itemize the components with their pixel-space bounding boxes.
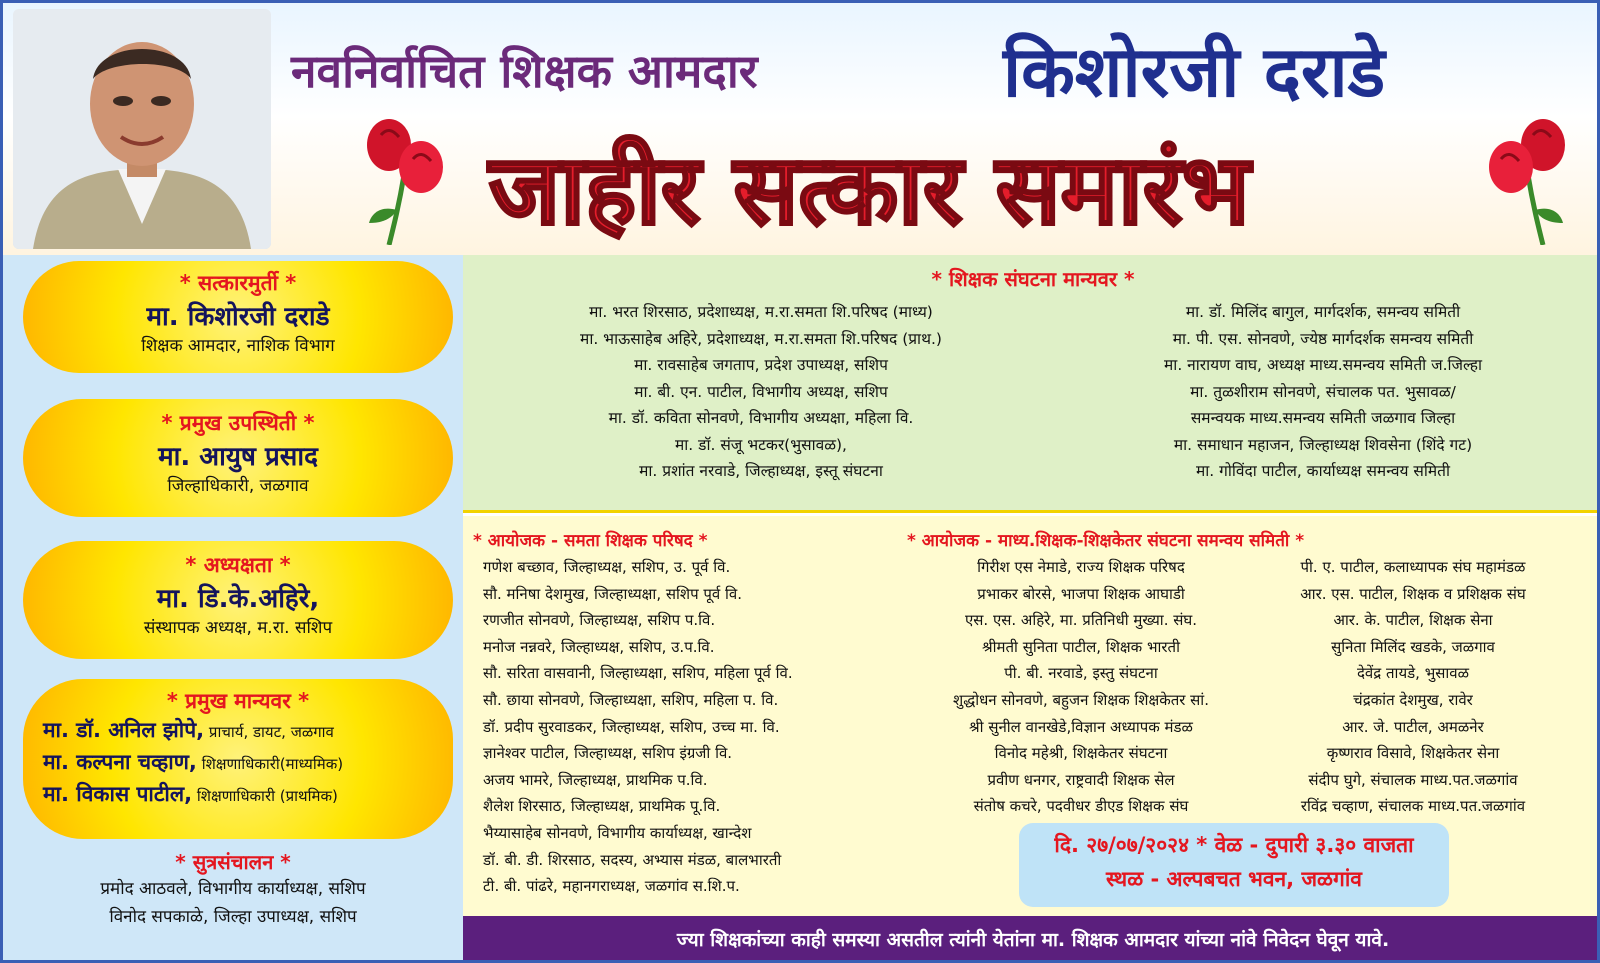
list-item: आर. के. पाटील, शिक्षक सेना (1333, 611, 1493, 630)
footer-notice: ज्या शिक्षकांच्या काही समस्या असतील त्यांनी येतांना मा. शिक्षक आमदार यांच्या नांवे निवेदन घेवून यावे. (463, 916, 1600, 963)
ayojak-madhya-col-1 (931, 554, 1231, 820)
list-item: आर. एस. पाटील, शिक्षक व प्रशिक्षक संघ (1300, 584, 1526, 603)
sanghatana-col-2 (1063, 299, 1583, 485)
list-item: मा. तुळशीराम सोनवणे, संचालक पत. भुसावळ/ (1190, 382, 1456, 401)
ayojak-madhya-col-2 (1253, 554, 1573, 820)
list-item: मा. भरत शिरसाठ, प्रदेशाध्यक्ष, म.रा.समता शि.परिषद (माध्य) (589, 303, 933, 321)
list-item: संदीप घुगे, संचालक माध्य.पत.जळगांव (1308, 770, 1518, 789)
list-item: श्रीमती सुनिता पाटील, शिक्षक भारती (982, 637, 1180, 656)
guest-photo (13, 9, 271, 249)
adhyakshata-name: मा. डि.के.अहिरे, (156, 584, 320, 614)
list-item: सुनिता मिलिंद खडके, जळगाव (1331, 637, 1495, 656)
title-name: किशोरजी दराडे (1003, 31, 1386, 113)
list-item: भैय्यासाहेब सोनवणे, विभागीय कार्याध्यक्ष, खान्देश (483, 823, 752, 842)
list-item: रविंद्र चव्हाण, संचालक माध्य.पत.जळगांव (1300, 797, 1526, 816)
list-item: शुद्धोधन सोनवणे, बहुजन शिक्षक शिक्षकेतर सां. (953, 690, 1209, 709)
satkarmurti-box (23, 261, 453, 373)
list-item: शैलेश शिरसाठ, जिल्हाध्यक्ष, प्राथमिक पू.वि. (483, 797, 721, 816)
rose-left-icon (359, 115, 449, 245)
sutrasanchalan-block (3, 848, 463, 931)
poster-header (3, 3, 1600, 255)
list-item: डॉ. बी. डी. शिरसाठ, सदस्य, अभ्यास मंडळ, बालभारती (483, 850, 782, 869)
left-panel (3, 255, 463, 963)
list-item: सौ. सरिता वासवानी, जिल्हाध्यक्षा, सशिप, महिला पूर्व वि. (483, 664, 793, 683)
list-item: प्रवीण धनगर, राष्ट्रवादी शिक्षक सेल (987, 770, 1175, 789)
event-date-time: दि. २७/०७/२०२४ * वेळ - दुपारी ३.३० वाजता (1054, 833, 1414, 857)
manyavar-row: मा. विकास पाटील, शिक्षणाधिकारी (प्राथमिक) (43, 782, 338, 806)
satkarmurti-name: मा. किशोरजी दराडे (146, 302, 330, 332)
list-item: समन्वयक माध्य.समन्वय समिती जळगाव जिल्हा (1190, 409, 1456, 427)
event-datetime-box (1019, 823, 1449, 907)
list-item: एस. एस. अहिरे, मा. प्रतिनिधी मुख्या. संघ. (964, 611, 1197, 630)
sanghatana-col-1 (481, 299, 1041, 485)
sanghatana-section (463, 255, 1600, 513)
sutrasanchalan-line: प्रमोद आठवले, विभागीय कार्याध्यक्ष, सशिप (100, 879, 366, 899)
list-item: मा. डॉ. संजू भटकर(भुसावळ), (675, 435, 847, 454)
satkarmurti-heading: * सत्कारमुर्ती * (179, 271, 297, 295)
ayojak-section (463, 516, 1600, 916)
list-item: अजय भामरे, जिल्हाध्यक्ष, प्राथमिक प.वि. (483, 770, 708, 789)
sutrasanchalan-heading: * सुत्रसंचालन * (175, 850, 291, 874)
list-item: पी. बी. नरवाडे, इस्तु संघटना (1004, 664, 1158, 683)
adhyakshata-sub: संस्थापक अध्यक्ष, म.रा. सशिप (143, 618, 333, 638)
sutrasanchalan-line: विनोद सपकाळे, जिल्हा उपाध्यक्ष, सशिप (109, 907, 357, 927)
pramukh-upasthiti-name: मा. आयुष प्रसाद (158, 442, 318, 472)
pramukh-upasthiti-box (23, 399, 453, 517)
title-event: जाहीर सत्कार समारंभ (489, 134, 1250, 246)
ayojak-madhya-heading: * आयोजक - माध्य.शिक्षक-शिक्षकेतर संघटना समन्वय समिती * (907, 531, 1305, 551)
list-item: मा. पी. एस. सोनवणे, ज्येष्ठ मार्गदर्शक समन्वय समिती (1172, 329, 1474, 348)
list-item: संतोष कचरे, पदवीधर डीएड शिक्षक संघ (973, 797, 1189, 816)
list-item: रणजीत सोनवणे, जिल्हाध्यक्ष, सशिप प.वि. (483, 611, 716, 630)
pramukh-manyavar-heading: * प्रमुख मान्यवर * (166, 689, 310, 713)
list-item: ज्ञानेश्वर पाटील, जिल्हाध्यक्ष, सशिप इंग्रजी वि. (483, 744, 733, 763)
list-item: सौ. छाया सोनवणे, जिल्हाध्यक्षा, सशिप, महिला प. वि. (483, 690, 779, 709)
list-item: गणेश बच्छाव, जिल्हाध्यक्ष, सशिप, उ. पूर्व वि. (483, 558, 731, 576)
list-item: विनोद महेश्री, शिक्षकेतर संघटना (994, 744, 1168, 763)
pramukh-upasthiti-sub: जिल्हाधिकारी, जळगाव (167, 476, 309, 496)
rose-right-icon (1483, 115, 1573, 245)
list-item: मा. नारायण वाघ, अध्यक्ष माध्य.समन्वय समिती ज.जिल्हा (1164, 356, 1482, 374)
list-item: आर. जे. पाटील, अमळनेर (1342, 717, 1484, 736)
pramukh-upasthiti-heading: * प्रमुख उपस्थिती * (161, 411, 315, 435)
list-item: प्रभाकर बोरसे, भाजपा शिक्षक आघाडी (977, 584, 1185, 603)
list-item: मनोज नन्नवरे, जिल्हाध्यक्ष, सशिप, उ.प.वि. (483, 637, 715, 656)
list-item: सौ. मनिषा देशमुख, जिल्हाध्यक्षा, सशिप पूर्व वि. (483, 584, 742, 603)
event-venue: स्थळ - अल्पबचत भवन, जळगांव (1106, 867, 1362, 891)
list-item: गिरीश एस नेमाडे, राज्य शिक्षक परिषद (977, 558, 1185, 576)
list-item: पी. ए. पाटील, कलाध्यापक संघ महामंडळ (1300, 558, 1526, 576)
list-item: डॉ. प्रदीप सुरवाडकर, जिल्हाध्यक्ष, सशिप, उच्च मा. वि. (483, 717, 780, 736)
list-item: मा. डॉ. मिलिंद बागुल, मार्गदर्शक, समन्वय समिती (1185, 303, 1461, 321)
list-item: मा. गोविंदा पाटील, कार्याध्यक्ष समन्वय समिती (1195, 462, 1450, 480)
list-item: चंद्रकांत देशमुख, रावेर (1353, 690, 1473, 709)
ayojak-samata-list (483, 554, 793, 900)
list-item: टी. बी. पांढरे, महानगराध्यक्ष, जळगांव स.शि.प. (483, 877, 740, 896)
list-item: मा. बी. एन. पाटील, विभागीय अध्यक्ष, सशिप (634, 382, 888, 401)
list-item: देवेंद्र तायडे, भुसावळ (1356, 664, 1470, 683)
manyavar-row: मा. कल्पना चव्हाण, शिक्षणाधिकारी(माध्यमिक) (43, 750, 344, 774)
pramukh-manyavar-box (23, 679, 453, 839)
list-item: मा. रावसाहेब जगताप, प्रदेश उपाध्यक्ष, सशिप (634, 356, 888, 374)
adhyakshata-heading: * अध्यक्षता * (185, 553, 291, 577)
satkarmurti-sub: शिक्षक आमदार, नाशिक विभाग (141, 336, 335, 356)
list-item: श्री सुनील वानखेडे,विज्ञान अध्यापक मंडळ (969, 717, 1193, 736)
list-item: मा. भाऊसाहेब अहिरे, प्रदेशाध्यक्ष, म.रा.समता शि.परिषद (प्राथ.) (580, 329, 942, 348)
ayojak-samata-heading: * आयोजक - समता शिक्षक परिषद * (473, 531, 708, 551)
adhyakshata-box (23, 541, 453, 659)
manyavar-row: मा. डॉ. अनिल झोपे, प्राचार्य, डायट, जळगाव (43, 718, 334, 742)
list-item: मा. डॉ. कविता सोनवणे, विभागीय अध्यक्षा, महिला वि. (608, 409, 914, 427)
list-item: मा. प्रशांत नरवाडे, जिल्हाध्यक्ष, इस्तू संघटना (639, 462, 883, 480)
title-subtitle: नवनिर्वाचित शिक्षक आमदार (291, 44, 758, 98)
list-item: कृष्णराव विसावे, शिक्षकेतर सेना (1326, 744, 1500, 763)
list-item: मा. समाधान महाजन, जिल्हाध्यक्ष शिवसेना (शिंदे गट) (1173, 435, 1473, 454)
sanghatana-heading: * शिक्षक संघटना मान्यवर * (931, 267, 1135, 291)
